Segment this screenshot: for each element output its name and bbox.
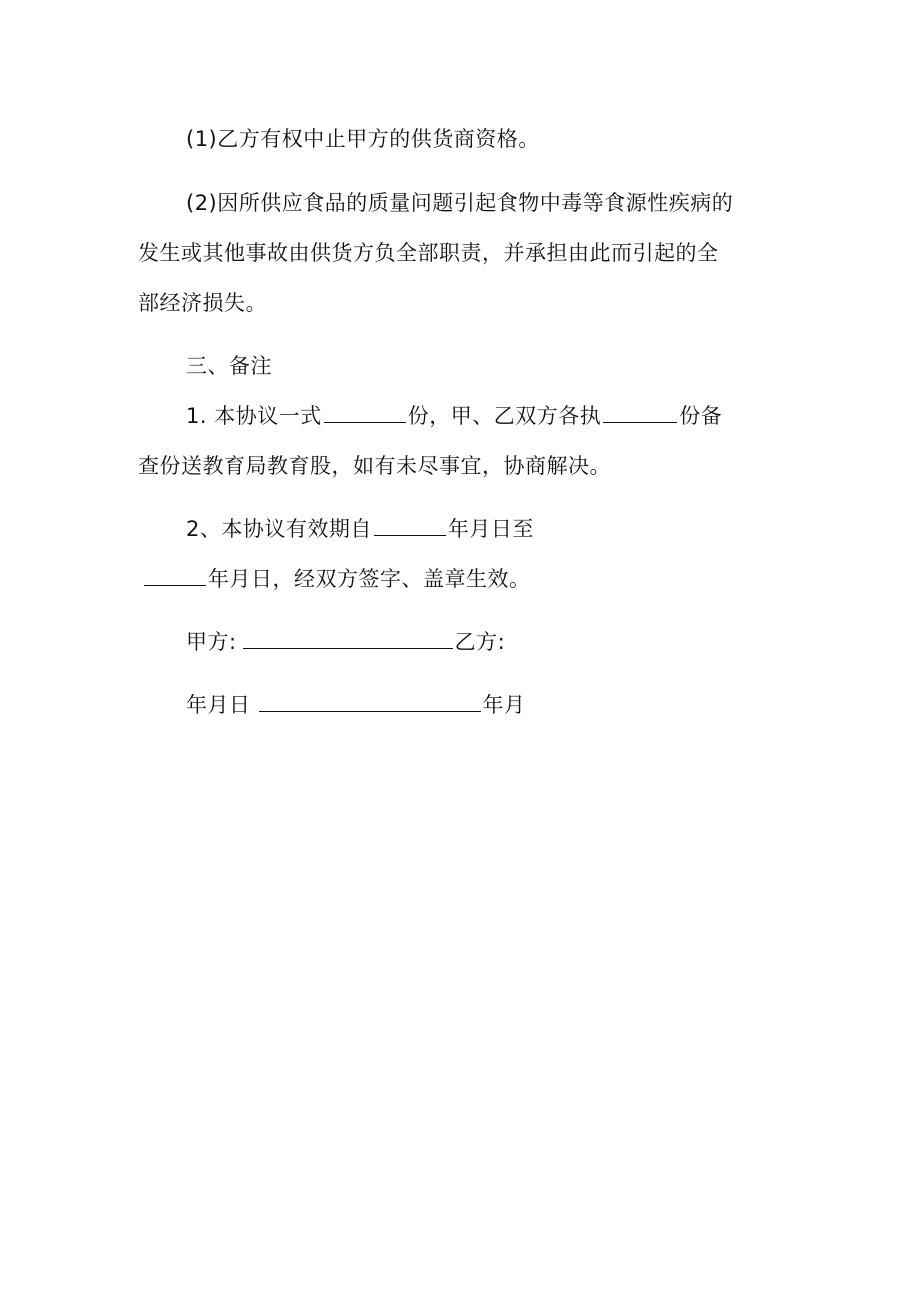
- date-a-label: 年月日: [186, 693, 251, 717]
- clause-item-2-text-1: (2)因所供应食品的质量问题引起食物中毒等食源性疾病的: [186, 191, 734, 215]
- clause-item-2-text-3: 部经济损失。: [138, 291, 267, 315]
- note-2-text-b: 年月日至: [447, 517, 534, 541]
- party-b-label: 乙方:: [454, 630, 506, 654]
- note-1-line-2: [138, 451, 611, 481]
- clause-item-2-line-3: [138, 288, 267, 318]
- party-a-label: 甲方:: [186, 630, 237, 654]
- signature-row: [186, 627, 505, 657]
- note-1-text-a: 1. 本协议一式: [186, 404, 322, 428]
- clause-item-2-line-1: [186, 188, 733, 218]
- date-b-label: 年月: [482, 693, 526, 717]
- copies-each-blank[interactable]: [603, 401, 677, 423]
- end-date-blank[interactable]: [144, 564, 206, 586]
- copies-total-blank[interactable]: [324, 401, 406, 423]
- note-2-line-1: [186, 514, 534, 544]
- note-2-text-c: 年月日，经双方签字、盖章生效。: [208, 567, 531, 591]
- clause-item-2-text-2: 发生或其他事故由供货方负全部职责，并承担由此而引起的全: [138, 241, 719, 265]
- clause-item-1: [186, 124, 540, 154]
- clause-item-1-text: (1)乙方有权中止甲方的供货商资格。: [186, 127, 540, 151]
- date-separator-blank[interactable]: [259, 690, 481, 712]
- section-heading-text: 三、备注: [186, 354, 272, 378]
- party-a-signature-blank[interactable]: [243, 627, 453, 649]
- note-1-text-c: 份备: [679, 404, 723, 428]
- note-1-text-b: 份，甲、乙双方各执: [407, 404, 602, 428]
- clause-item-2-line-2: [138, 238, 719, 268]
- date-row: [186, 690, 526, 720]
- note-2-text-a: 2、本协议有效期自: [186, 517, 372, 541]
- note-1-line-1: [186, 401, 722, 431]
- note-1-text-d: 查份送教育局教育股，如有未尽事宜，协商解决。: [138, 454, 611, 478]
- note-2-line-2: [144, 564, 531, 594]
- section-heading: [186, 351, 272, 381]
- start-date-blank[interactable]: [374, 514, 446, 536]
